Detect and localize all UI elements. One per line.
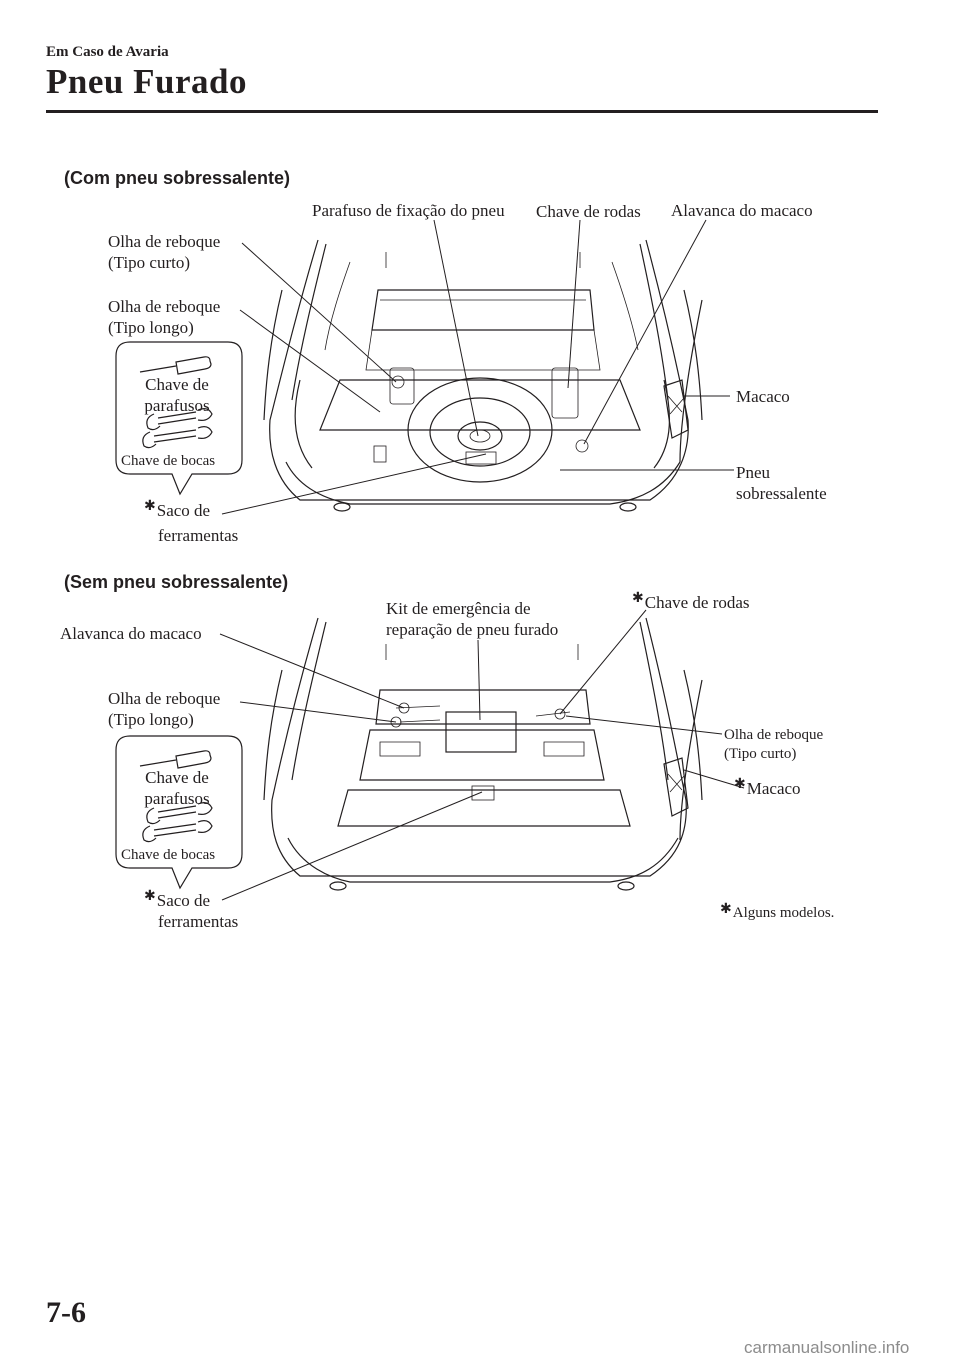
asterisk-icon: ✱	[734, 777, 746, 792]
label-alavanca-macaco: Alavanca do macaco	[671, 201, 813, 220]
footnote-alguns-modelos: ✱Alguns modelos.	[720, 902, 835, 921]
label-pneu-sobressalente: Pneu sobressalente	[736, 463, 827, 503]
tool-bag-callout-2	[116, 736, 242, 888]
label-macaco-2: ✱Macaco	[734, 777, 801, 798]
label-olha-reboque-longo-2: Olha de reboque (Tipo longo)	[108, 689, 221, 729]
label-chave-parafusos-2: Chave de parafusos	[144, 768, 210, 808]
label-saco-ferramentas-2: ✱Saco de ferramentas	[144, 889, 239, 931]
label-kit-emergencia: Kit de emergência de reparação de pneu furado	[386, 599, 559, 639]
label-olha-reboque-curto-2: Olha de reboque (Tipo curto)	[724, 727, 824, 762]
asterisk-icon: ✱	[144, 499, 156, 514]
page-number: 7-6	[46, 1296, 86, 1329]
watermark: carmanualsonline.info	[744, 1338, 910, 1357]
label-saco-ferramentas: ✱Saco de ferramentas	[144, 499, 239, 545]
label-chave-rodas: Chave de rodas	[536, 202, 641, 221]
tool-bag-callout	[116, 342, 242, 494]
car-trunk-without-spare-illustration	[264, 618, 702, 890]
screwdriver-icon	[140, 357, 211, 374]
label-macaco: Macaco	[736, 387, 790, 406]
figure2-leader-lines	[220, 610, 744, 900]
label-chave-parafusos: Chave de parafusos	[144, 375, 210, 415]
label-chave-bocas-2: Chave de bocas	[121, 847, 216, 863]
label-parafuso-fixacao: Parafuso de fixação do pneu	[312, 201, 505, 220]
asterisk-icon: ✱	[144, 889, 156, 904]
figure1-leader-lines	[222, 220, 734, 514]
label-alavanca-macaco-2: Alavanca do macaco	[60, 624, 202, 643]
page-title: Pneu Furado	[46, 62, 247, 101]
section-label: Em Caso de Avaria	[46, 44, 169, 60]
asterisk-icon: ✱	[720, 902, 732, 917]
screwdriver-icon	[140, 751, 211, 768]
asterisk-icon: ✱	[632, 591, 644, 606]
label-chave-rodas-2: ✱Chave de rodas	[632, 591, 750, 612]
figure1-heading: (Com pneu sobressalente)	[64, 168, 291, 188]
figure2-heading: (Sem pneu sobressalente)	[64, 572, 289, 592]
label-olha-reboque-longo: Olha de reboque (Tipo longo)	[108, 297, 221, 337]
label-chave-bocas: Chave de bocas	[121, 453, 216, 469]
label-olha-reboque-curto: Olha de reboque (Tipo curto)	[108, 232, 221, 272]
